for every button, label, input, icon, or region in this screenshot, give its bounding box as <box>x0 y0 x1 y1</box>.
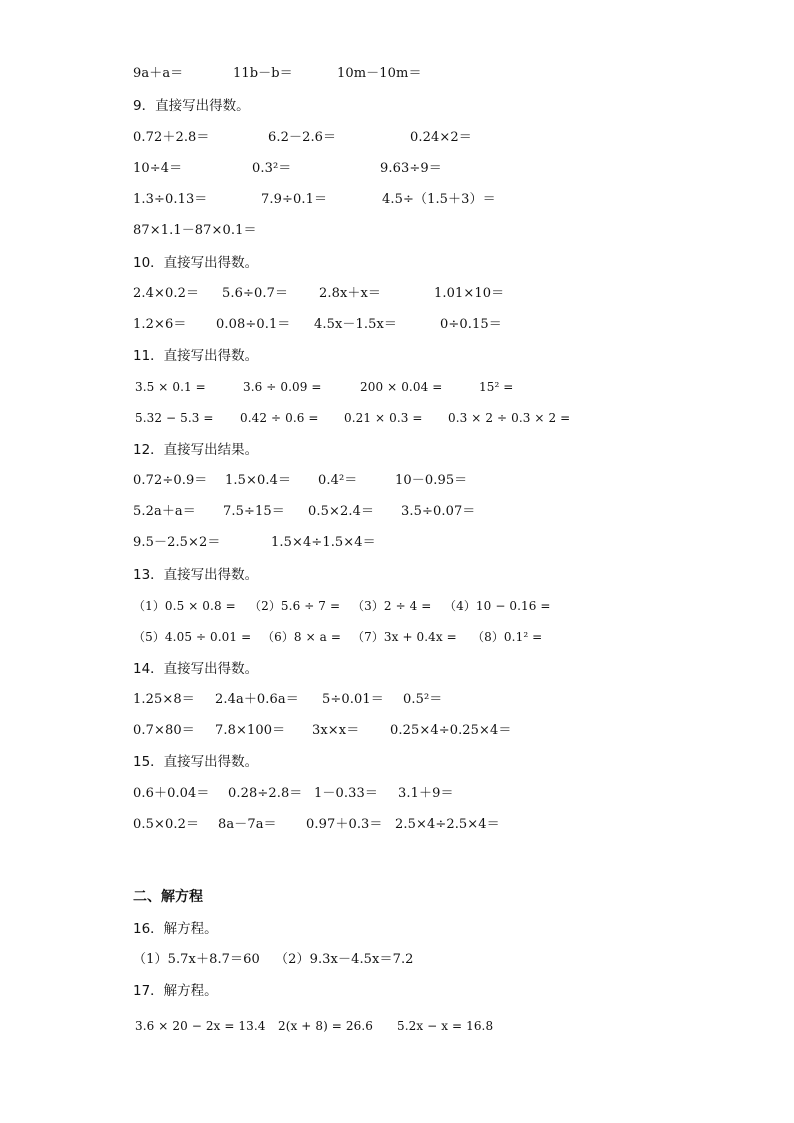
q15-row <box>0 815 794 835</box>
q10-row <box>0 284 794 304</box>
problem: 9.5－2.5×2＝ <box>133 535 221 550</box>
q9-row <box>0 221 794 241</box>
problem: 0.97＋0.3＝ <box>306 817 383 832</box>
problem: 10m－10m＝ <box>337 66 422 81</box>
problem: （5）4.05 ÷ 0.01 = <box>133 630 252 644</box>
problem: 0.24×2＝ <box>410 130 472 145</box>
q17-row <box>0 1016 794 1036</box>
question-title: 11．直接写出得数。 <box>133 348 259 364</box>
problem: 0.4²＝ <box>318 473 358 488</box>
problem: 2.8x＋x＝ <box>319 286 382 301</box>
problem: （1）0.5 × 0.8 = <box>133 599 236 613</box>
problem: 3.5÷0.07＝ <box>401 504 476 519</box>
problem: 1－0.33＝ <box>314 786 378 801</box>
q11-row <box>0 408 794 428</box>
problem: 0.7×80＝ <box>133 723 195 738</box>
q14-row <box>0 721 794 741</box>
equation: （1）5.7x＋8.7＝60 <box>133 952 260 967</box>
problem: 1.3÷0.13＝ <box>133 192 208 207</box>
problem: 0.6＋0.04＝ <box>133 786 210 801</box>
equation: 2(x + 8) = 26.6 <box>278 1019 373 1033</box>
problem: 15² = <box>479 380 514 394</box>
problem: （8）0.1² = <box>472 630 543 644</box>
problem: （6）8 × a = <box>262 630 341 644</box>
problem: 6.2－2.6＝ <box>268 130 337 145</box>
problem: 0.3 × 2 ÷ 0.3 × 2 = <box>448 411 571 425</box>
problem: 87×1.1－87×0.1＝ <box>133 223 257 238</box>
problem: （2）5.6 ÷ 7 = <box>249 599 341 613</box>
problem: 1.2×6＝ <box>133 317 187 332</box>
q10-row <box>0 315 794 335</box>
problem: 10－0.95＝ <box>395 473 468 488</box>
q9-row <box>0 159 794 179</box>
problem: 1.25×8＝ <box>133 692 195 707</box>
problem: 10÷4＝ <box>133 161 183 176</box>
question-title: 10．直接写出得数。 <box>133 255 259 271</box>
problem: （7）3x + 0.4x = <box>352 630 457 644</box>
q9-row <box>0 128 794 148</box>
problem: 0.3²＝ <box>252 161 292 176</box>
question-title: 13．直接写出得数。 <box>133 567 259 583</box>
problem: 7.8×100＝ <box>215 723 286 738</box>
problem: 7.9÷0.1＝ <box>261 192 328 207</box>
q15-row <box>0 784 794 804</box>
problem: 0.25×4÷0.25×4＝ <box>390 723 512 738</box>
problem: 8a－7a＝ <box>218 817 277 832</box>
problem: 0.21 × 0.3 = <box>344 411 423 425</box>
problem: 0.5²＝ <box>403 692 443 707</box>
problem: 9.63÷9＝ <box>380 161 442 176</box>
problem: （4）10 − 0.16 = <box>444 599 551 613</box>
question-title: 12．直接写出结果。 <box>133 442 259 458</box>
problem: 5.32 − 5.3 = <box>135 411 214 425</box>
question-title: 17．解方程。 <box>133 983 218 999</box>
q11-row <box>0 377 794 397</box>
q8-row <box>0 64 794 84</box>
question-title: 16．解方程。 <box>133 921 218 937</box>
problem: 3x×x＝ <box>312 723 360 738</box>
problem: 0.42 ÷ 0.6 = <box>240 411 319 425</box>
equation: 3.6 × 20 − 2x = 13.4 <box>135 1019 266 1033</box>
problem: 3.1＋9＝ <box>398 786 454 801</box>
problem: （3）2 ÷ 4 = <box>352 599 432 613</box>
q13-row <box>0 596 794 616</box>
problem: 2.4×0.2＝ <box>133 286 200 301</box>
q12-row <box>0 533 794 553</box>
q14-row <box>0 690 794 710</box>
problem: 3.6 ÷ 0.09 = <box>243 380 322 394</box>
problem: 1.01×10＝ <box>434 286 505 301</box>
problem: 0.5×2.4＝ <box>308 504 375 519</box>
problem: 1.5×4÷1.5×4＝ <box>271 535 376 550</box>
q12-row <box>0 502 794 522</box>
problem: 0.28÷2.8＝ <box>228 786 303 801</box>
question-title: 9．直接写出得数。 <box>133 98 250 114</box>
problem: 2.4a＋0.6a＝ <box>215 692 299 707</box>
q16-row <box>0 950 794 970</box>
q9-row <box>0 190 794 210</box>
problem: 0.5×0.2＝ <box>133 817 200 832</box>
problem: 200 × 0.04 = <box>360 380 443 394</box>
section-title: 二、解方程 <box>133 889 203 905</box>
problem: 5.6÷0.7＝ <box>222 286 289 301</box>
problem: 7.5÷15＝ <box>223 504 285 519</box>
problem: 5÷0.01＝ <box>322 692 384 707</box>
problem: 4.5x－1.5x＝ <box>314 317 398 332</box>
problem: 0.72÷0.9＝ <box>133 473 208 488</box>
problem: 5.2a＋a＝ <box>133 504 196 519</box>
q13-row <box>0 627 794 647</box>
problem: 3.5 × 0.1 = <box>135 380 206 394</box>
q12-row <box>0 471 794 491</box>
question-title: 15．直接写出得数。 <box>133 754 259 770</box>
problem: 0.08÷0.1＝ <box>216 317 291 332</box>
equation: 5.2x − x = 16.8 <box>397 1019 494 1033</box>
problem: 0÷0.15＝ <box>440 317 502 332</box>
problem: 1.5×0.4＝ <box>225 473 292 488</box>
problem: 4.5÷（1.5＋3）＝ <box>382 192 496 207</box>
equation: （2）9.3x－4.5x＝7.2 <box>275 952 414 967</box>
problem: 9a＋a＝ <box>133 66 184 81</box>
problem: 11b－b＝ <box>233 66 293 81</box>
problem: 0.72＋2.8＝ <box>133 130 210 145</box>
question-title: 14．直接写出得数。 <box>133 661 259 677</box>
problem: 2.5×4÷2.5×4＝ <box>395 817 500 832</box>
